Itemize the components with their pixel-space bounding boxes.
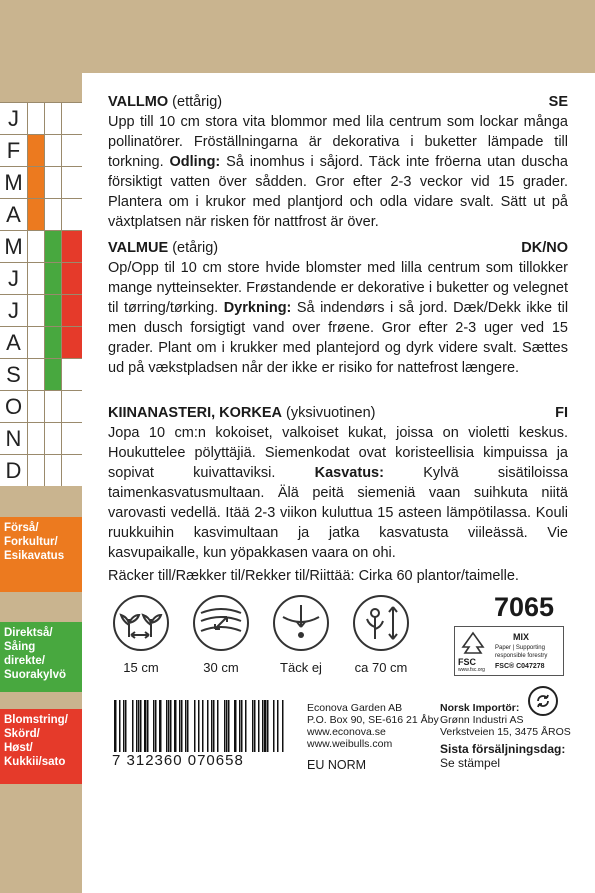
calendar-cell bbox=[44, 103, 61, 134]
icon-label: Täck ej bbox=[280, 660, 322, 675]
article-number: 7065 bbox=[494, 592, 555, 622]
month-label: A bbox=[0, 327, 27, 358]
section-title: VALMUE bbox=[108, 240, 169, 256]
calendar-cell bbox=[27, 103, 44, 134]
calendar-cell bbox=[27, 327, 44, 358]
company-block bbox=[307, 702, 439, 750]
calendar-cell bbox=[61, 295, 82, 326]
fsc-url: www.fsc.org bbox=[458, 667, 485, 673]
calendar-cell bbox=[44, 455, 61, 486]
calendar-row bbox=[0, 454, 82, 486]
eu-norm: EU NORM bbox=[307, 758, 367, 772]
calendar-cell bbox=[44, 231, 61, 262]
calendar-cell bbox=[44, 359, 61, 390]
fsc-code: FSC® C047278 bbox=[495, 663, 545, 670]
plant-height-icon bbox=[353, 595, 409, 651]
calendar-cell bbox=[44, 263, 61, 294]
language-code: DK/NO bbox=[521, 240, 568, 256]
calendar-row bbox=[0, 422, 82, 454]
icon-label: 15 cm bbox=[123, 660, 159, 675]
calendar-cell bbox=[61, 455, 82, 486]
cultivation-text: Kylvä sisätiloissa taimenkasvatusmultaan. Älä peitä siemeniä vaan suihkuta niitä varovasti vedellä. Itää 2-3 viikon kuluttua 15 asteen lämpötilassa. Kouli ruukkuihin kasvimultaan ja jatka kasvatusta viileässä. Vie kasvupaikalle, kun yöpakkasen vaara on ohi. bbox=[108, 465, 569, 561]
calendar-cell bbox=[44, 327, 61, 358]
month-label: O bbox=[0, 391, 27, 422]
calendar-cell bbox=[61, 135, 82, 166]
section-fi bbox=[108, 403, 568, 563]
calendar-row bbox=[0, 102, 82, 134]
calendar-cell bbox=[61, 103, 82, 134]
legend-sow-indoor: Förså/ Forkultur/ Esikavatus bbox=[0, 517, 82, 592]
calendar-row bbox=[0, 262, 82, 294]
calendar-cell bbox=[61, 423, 82, 454]
calendar-cell bbox=[61, 327, 82, 358]
fsc-line1: Paper | Supporting bbox=[495, 645, 545, 651]
cultivation-label: Odling: bbox=[169, 154, 221, 170]
section-title: KIINANASTERI, KORKEA bbox=[108, 405, 283, 421]
calendar-cell bbox=[27, 423, 44, 454]
calendar-cell bbox=[27, 391, 44, 422]
month-label: A bbox=[0, 199, 27, 230]
calendar-cell bbox=[27, 295, 44, 326]
barcode bbox=[112, 700, 292, 755]
legend-sow-direct: Direktså/ Såing direkte/ Suorakylvö bbox=[0, 622, 82, 692]
description: Op/Opp til 10 cm store hvide blomster med lilla centrum som tillokker mange nytteinsekter. Frøstandende er dekorative i buketter og velegnet til tørring/tørking. bbox=[108, 260, 568, 316]
fsc-badge bbox=[454, 626, 564, 676]
icon-label: 30 cm bbox=[203, 660, 239, 675]
language-code: SE bbox=[548, 94, 568, 110]
calendar-cell bbox=[61, 199, 82, 230]
calendar-row bbox=[0, 230, 82, 262]
sowing-calendar bbox=[0, 102, 82, 486]
row-spacing-icon bbox=[193, 595, 249, 651]
calendar-cell bbox=[27, 199, 44, 230]
calendar-row bbox=[0, 134, 82, 166]
month-label: M bbox=[0, 231, 27, 262]
calendar-cell bbox=[27, 455, 44, 486]
section-dk-no bbox=[108, 238, 568, 378]
calendar-cell bbox=[44, 423, 61, 454]
description: Jopa 10 cm:n kokoiset, valkoiset kukat, joissa on violetti keskus. Houkuttelee pölyttäjiä. Siemenkodat ovat koristeellisia kimpuissa ja sopivat kuivattaviksi. bbox=[108, 425, 568, 481]
calendar-cell bbox=[27, 359, 44, 390]
importer-title: Norsk Importör: bbox=[440, 702, 520, 714]
section-subtitle: (etårig) bbox=[172, 240, 219, 256]
calendar-row bbox=[0, 358, 82, 390]
last-sale-value: Se stämpel bbox=[440, 756, 501, 770]
yield-text: Räcker till/Rækker til/Rekker til/Riittää: Cirka 60 plantor/taimelle. bbox=[108, 568, 519, 584]
section-subtitle: (ettårig) bbox=[172, 94, 223, 110]
calendar-cell bbox=[27, 231, 44, 262]
description: Upp till 10 cm stora vita blommor med lila centrum som lockar många pollinatörer. Fröställningarna är dekorativa i buketter lämpade till torkning. bbox=[108, 114, 568, 170]
calendar-cell bbox=[61, 359, 82, 390]
calendar-cell bbox=[27, 263, 44, 294]
barcode-digits: 7 312360 070658 bbox=[112, 752, 244, 769]
sowing-depth-icon bbox=[273, 595, 329, 651]
month-label: J bbox=[0, 295, 27, 326]
importer-line1: Grønn Industri AS bbox=[440, 714, 524, 726]
calendar-cell bbox=[61, 231, 82, 262]
calendar-cell bbox=[27, 135, 44, 166]
importer-line2: Verkstveien 15, 3475 ÅROS bbox=[440, 726, 571, 738]
month-label: J bbox=[0, 103, 27, 134]
calendar-cell bbox=[61, 263, 82, 294]
calendar-cell bbox=[44, 135, 61, 166]
fsc-mix: MIX bbox=[513, 632, 530, 642]
calendar-cell bbox=[61, 391, 82, 422]
company-address: P.O. Box 90, SE-616 21 Åby bbox=[307, 714, 439, 726]
last-sale-title: Sista försäljningsdag: bbox=[440, 742, 566, 756]
calendar-row bbox=[0, 198, 82, 230]
section-se bbox=[108, 92, 568, 232]
month-label: M bbox=[0, 167, 27, 198]
plant-spacing-icon bbox=[113, 595, 169, 651]
legend-bloom: Blomstring/ Skörd/ Høst/ Kukkii/sato bbox=[0, 709, 82, 784]
calendar-cell bbox=[44, 199, 61, 230]
company-name: Econova Garden AB bbox=[307, 702, 403, 714]
fsc-logo-text: FSC bbox=[458, 657, 476, 667]
icon-label: ca 70 cm bbox=[354, 660, 408, 675]
fsc-tree-icon bbox=[459, 631, 487, 657]
month-label: F bbox=[0, 135, 27, 166]
calendar-row bbox=[0, 326, 82, 358]
calendar-row bbox=[0, 390, 82, 422]
company-web1: www.econova.se bbox=[307, 726, 386, 738]
calendar-cell bbox=[44, 295, 61, 326]
section-title: VALLMO bbox=[108, 94, 169, 110]
last-sale-block bbox=[440, 742, 565, 770]
calendar-row bbox=[0, 294, 82, 326]
month-label: J bbox=[0, 263, 27, 294]
month-label: N bbox=[0, 423, 27, 454]
cultivation-label: Kasvatus: bbox=[314, 465, 384, 481]
fsc-line2: responsible forestry bbox=[495, 653, 548, 659]
company-web2: www.weibulls.com bbox=[307, 738, 393, 750]
cultivation-label: Dyrkning: bbox=[223, 300, 292, 316]
cultivation-text: Så indendørs i så jord. Dæk/Dekk ikke til men dusch forsigtigt vand over frøene. Gror efter 2-3 uger ved 15 grader. Plant om i krukker med plantejord og dyrk videre svalt. Sættes ud på vækstpladsen når der ikke er risiko for nattefrost længere. bbox=[108, 300, 569, 376]
calendar-cell bbox=[44, 391, 61, 422]
recycle-icon bbox=[528, 686, 558, 716]
calendar-row bbox=[0, 166, 82, 198]
month-label: S bbox=[0, 359, 27, 390]
cultivation-text: Så inomhus i såjord. Täck inte fröerna utan duscha försiktigt vatten över sådden. Gror efter 2-3 veckor vid 15 grader. Plantera om i krukor med plantjord och odla vidare svalt. Sätt ut på växtplatsen när risken för nattfrost är över. bbox=[108, 154, 568, 230]
calendar-cell bbox=[44, 167, 61, 198]
calendar-cell bbox=[27, 167, 44, 198]
language-code: FI bbox=[555, 405, 568, 421]
month-label: D bbox=[0, 455, 27, 486]
section-subtitle: (yksivuotinen) bbox=[286, 405, 376, 421]
calendar-cell bbox=[61, 167, 82, 198]
